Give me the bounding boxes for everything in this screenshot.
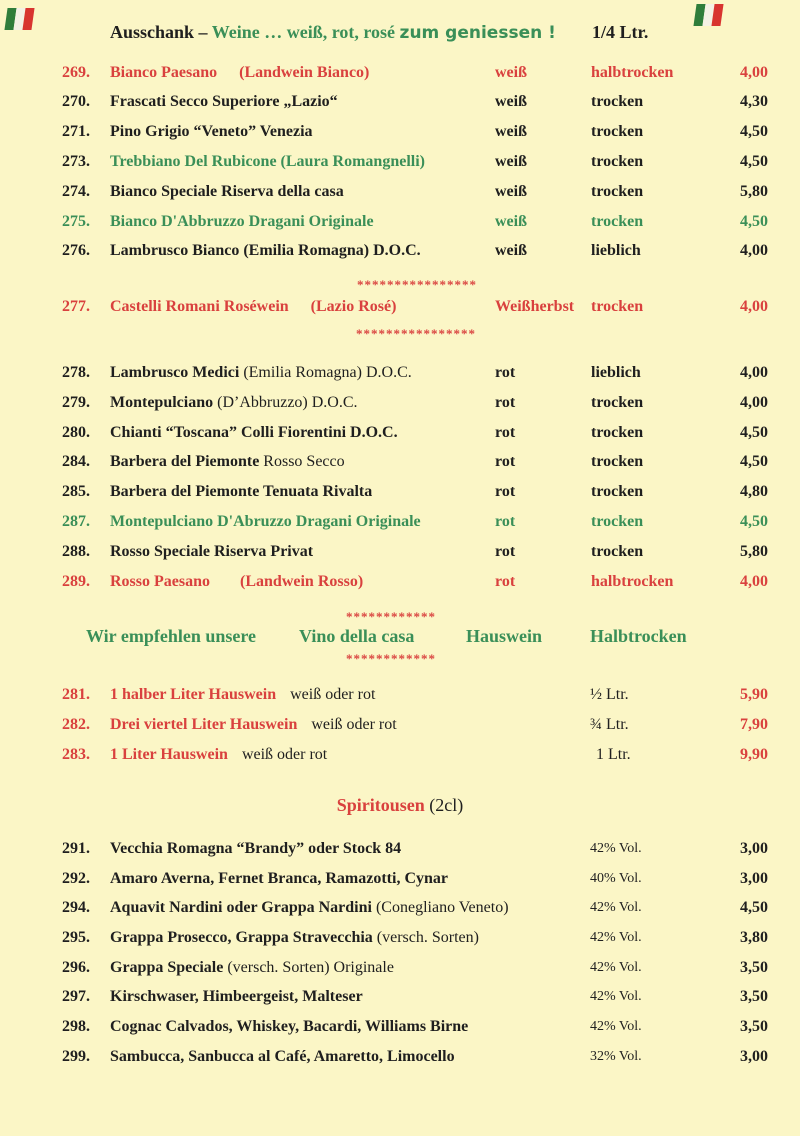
wine-color: rot <box>495 483 516 500</box>
item-price: 3,80 <box>740 929 768 946</box>
item-name: Frascati Secco Superiore „Lazio“ <box>110 93 338 110</box>
spirit-row <box>0 953 800 983</box>
item-price: 4,00 <box>740 242 768 259</box>
item-number: 270. <box>62 93 90 110</box>
spirit-row <box>0 893 800 923</box>
item-number: 276. <box>62 242 90 259</box>
item-price: 5,90 <box>740 686 768 703</box>
wine-taste: lieblich <box>591 242 641 259</box>
item-name-text: Lambrusco Medici <box>110 364 240 381</box>
wine-color: rot <box>495 513 516 530</box>
wine-color: rot <box>495 424 516 441</box>
item-name: Montepulciano D'Abruzzo Dragani Originale <box>110 513 421 530</box>
wine-color: weiß <box>495 123 527 140</box>
wine-taste: trocken <box>591 213 644 230</box>
item-price: 7,90 <box>740 716 768 733</box>
wine-row <box>0 117 800 147</box>
item-extra: (Landwein Rosso) <box>240 573 364 590</box>
wine-row <box>0 58 800 88</box>
item-number: 297. <box>62 988 90 1005</box>
star-divider: ************ <box>346 609 436 624</box>
spirit-row <box>0 1012 800 1042</box>
item-name: Chianti “Toscana” Colli Fiorentini D.O.C. <box>110 424 398 441</box>
spirit-row <box>0 1042 800 1072</box>
wine-color: weiß <box>495 213 527 230</box>
item-price: 3,00 <box>740 1048 768 1065</box>
item-volume: 42% Vol. <box>590 989 642 1004</box>
wine-taste: trocken <box>591 394 644 411</box>
item-price: 5,80 <box>740 543 768 560</box>
menu-header <box>0 22 800 50</box>
house-wine-row <box>0 740 800 770</box>
item-name <box>110 893 509 923</box>
item-name: Kirschwaser, Himbeergeist, Malteser <box>110 988 363 1005</box>
wine-taste: trocken <box>591 153 644 170</box>
item-volume: 42% Vol. <box>590 841 642 856</box>
wine-row <box>0 292 800 322</box>
spirit-row <box>0 864 800 894</box>
item-number: 278. <box>62 364 90 381</box>
item-name-text: Aquavit Nardini oder Grappa Nardini <box>110 899 372 916</box>
item-name <box>110 292 396 322</box>
item-number: 299. <box>62 1048 90 1065</box>
wine-row <box>0 418 800 448</box>
item-name <box>110 710 397 740</box>
item-name-text: Rosso Paesano <box>110 573 211 590</box>
item-number: 284. <box>62 453 90 470</box>
item-extra: (versch. Sorten) Originale <box>223 959 394 976</box>
item-volume: 40% Vol. <box>590 871 642 886</box>
wine-row <box>0 447 800 477</box>
item-name: Cognac Calvados, Whiskey, Bacardi, Williams Birne <box>110 1018 469 1035</box>
item-number: 283. <box>62 746 90 763</box>
item-volume: 1 Ltr. <box>596 746 631 763</box>
item-price: 3,50 <box>740 959 768 976</box>
recommend-text: Wir empfehlen unsere <box>86 626 256 646</box>
item-price: 4,50 <box>740 453 768 470</box>
item-price: 3,50 <box>740 1018 768 1035</box>
item-number: 292. <box>62 870 90 887</box>
item-number: 296. <box>62 959 90 976</box>
item-number: 271. <box>62 123 90 140</box>
wine-taste: trocken <box>591 513 644 530</box>
item-extra: (Lazio Rosé) <box>310 298 397 315</box>
wine-taste: trocken <box>591 424 644 441</box>
wine-taste: trocken <box>591 123 644 140</box>
item-name-text: Drei viertel Liter Hauswein <box>110 716 298 733</box>
recommend-halbtrocken: Halbtrocken <box>590 626 687 646</box>
item-volume: 42% Vol. <box>590 960 642 975</box>
item-name: Pino Grigio “Veneto” Venezia <box>110 123 313 140</box>
house-wine-recommendation <box>0 626 800 654</box>
item-name-text: Bianco Paesano <box>110 64 218 81</box>
wine-color: weiß <box>495 64 527 81</box>
item-volume: 42% Vol. <box>590 900 642 915</box>
item-extra: (Landwein Bianco) <box>239 64 370 81</box>
title-prefix: Ausschank – <box>110 22 212 42</box>
wine-taste: halbtrocken <box>591 573 674 590</box>
item-price: 4,50 <box>740 899 768 916</box>
spirit-row <box>0 982 800 1012</box>
item-volume: 32% Vol. <box>590 1049 642 1064</box>
item-number: 291. <box>62 840 90 857</box>
item-desc: weiß oder rot <box>311 716 397 733</box>
wine-color: Weißherbst <box>495 298 575 315</box>
spirit-row <box>0 834 800 864</box>
item-number: 281. <box>62 686 90 703</box>
wine-row <box>0 87 800 117</box>
item-volume: ¾ Ltr. <box>590 716 629 733</box>
item-volume: 42% Vol. <box>590 930 642 945</box>
item-number: 280. <box>62 424 90 441</box>
item-price: 4,50 <box>740 123 768 140</box>
house-wine-row <box>0 710 800 740</box>
wine-taste: trocken <box>591 298 644 315</box>
wine-row <box>0 507 800 537</box>
item-name <box>110 923 479 953</box>
item-number: 273. <box>62 153 90 170</box>
item-extra: (versch. Sorten) <box>372 929 479 946</box>
item-volume: 42% Vol. <box>590 1019 642 1034</box>
header-unit: 1/4 Ltr. <box>592 22 649 42</box>
item-name <box>110 447 345 477</box>
item-number: 298. <box>62 1018 90 1035</box>
item-price: 4,50 <box>740 513 768 530</box>
item-number: 295. <box>62 929 90 946</box>
wine-color: rot <box>495 394 516 411</box>
item-extra: (D’Abbruzzo) D.O.C. <box>213 394 358 411</box>
title-suffix: zum geniessen ! <box>399 23 556 43</box>
item-price: 9,90 <box>740 746 768 763</box>
item-extra: (Emilia Romagna) D.O.C. <box>239 364 412 381</box>
item-name: Barbera del Piemonte Tenuata Rivalta <box>110 483 373 500</box>
recommend-hauswein: Hauswein <box>466 626 543 646</box>
wine-row <box>0 537 800 567</box>
item-name: Amaro Averna, Fernet Branca, Ramazotti, Cynar <box>110 870 448 887</box>
wine-taste: trocken <box>591 183 644 200</box>
item-desc: weiß oder rot <box>290 686 376 703</box>
item-name: Vecchia Romagna “Brandy” oder Stock 84 <box>110 840 402 857</box>
spirits-unit: (2cl) <box>424 795 464 815</box>
item-number: 269. <box>62 64 90 81</box>
wine-taste: trocken <box>591 543 644 560</box>
wine-row <box>0 388 800 418</box>
wine-row <box>0 207 800 237</box>
item-name: Sambucca, Sanbucca al Café, Amaretto, Limocello <box>110 1048 455 1065</box>
item-number: 282. <box>62 716 90 733</box>
item-name: Trebbiano Del Rubicone (Laura Romangnelli) <box>110 153 425 170</box>
wine-row <box>0 477 800 507</box>
wine-taste: halbtrocken <box>591 64 674 81</box>
wine-color: rot <box>495 364 516 381</box>
wine-row <box>0 177 800 207</box>
item-number: 285. <box>62 483 90 500</box>
star-divider: **************** <box>357 277 477 292</box>
house-wine-row <box>0 680 800 710</box>
star-divider: **************** <box>356 326 476 341</box>
item-number: 274. <box>62 183 90 200</box>
page-title <box>110 22 556 43</box>
wine-color: rot <box>495 453 516 470</box>
section-title-spirits <box>0 795 800 816</box>
item-name <box>110 953 394 983</box>
wine-color: weiß <box>495 183 527 200</box>
item-name-text: Barbera del Piemonte <box>110 453 260 470</box>
recommend-vino: Vino della casa <box>299 626 415 646</box>
item-name-text: Castelli Romani Roséwein <box>110 298 289 315</box>
item-number: 275. <box>62 213 90 230</box>
star-divider: ************ <box>346 651 436 666</box>
item-volume: ½ Ltr. <box>590 686 629 703</box>
item-name-text: Grappa Speciale <box>110 959 224 976</box>
item-name: Lambrusco Bianco (Emilia Romagna) D.O.C. <box>110 242 421 259</box>
wine-color: rot <box>495 573 516 590</box>
item-name-text: 1 Liter Hauswein <box>110 746 228 763</box>
wine-row <box>0 358 800 388</box>
item-name <box>110 740 327 770</box>
wine-taste: trocken <box>591 483 644 500</box>
wine-color: weiß <box>495 93 527 110</box>
wine-color: rot <box>495 543 516 560</box>
item-price: 4,30 <box>740 93 768 110</box>
wine-taste: lieblich <box>591 364 641 381</box>
item-price: 4,00 <box>740 298 768 315</box>
item-price: 3,00 <box>740 870 768 887</box>
item-name <box>110 58 369 88</box>
item-price: 3,00 <box>740 840 768 857</box>
item-number: 289. <box>62 573 90 590</box>
item-name <box>110 388 358 418</box>
wine-row <box>0 147 800 177</box>
item-name <box>110 567 363 597</box>
item-name: Bianco Speciale Riserva della casa <box>110 183 344 200</box>
item-price: 4,00 <box>740 364 768 381</box>
item-price: 4,00 <box>740 394 768 411</box>
item-name <box>110 358 412 388</box>
item-number: 287. <box>62 513 90 530</box>
item-desc: weiß oder rot <box>241 746 328 763</box>
item-name-text: 1 halber Liter Hauswein <box>110 686 277 703</box>
wine-taste: trocken <box>591 453 644 470</box>
wine-row <box>0 236 800 266</box>
item-price: 3,50 <box>740 988 768 1005</box>
item-price: 4,50 <box>740 424 768 441</box>
item-price: 5,80 <box>740 183 768 200</box>
wine-color: weiß <box>495 153 527 170</box>
item-name <box>110 680 375 710</box>
item-number: 277. <box>62 298 90 315</box>
item-name-text: Montepulciano <box>110 394 214 411</box>
item-name: Rosso Speciale Riserva Privat <box>110 543 314 560</box>
item-number: 279. <box>62 394 90 411</box>
item-price: 4,00 <box>740 64 768 81</box>
item-number: 294. <box>62 899 90 916</box>
spirit-row <box>0 923 800 953</box>
wine-taste: trocken <box>591 93 644 110</box>
item-extra: Rosso Secco <box>259 453 345 470</box>
item-price: 4,00 <box>740 573 768 590</box>
item-name: Bianco D'Abbruzzo Dragani Originale <box>110 213 374 230</box>
wine-color: weiß <box>495 242 527 259</box>
title-wines: Weine … weiß, rot, rosé <box>211 22 400 42</box>
item-price: 4,80 <box>740 483 768 500</box>
item-extra: (Conegliano Veneto) <box>371 899 509 916</box>
item-price: 4,50 <box>740 213 768 230</box>
item-number: 288. <box>62 543 90 560</box>
spirits-title: Spiritousen <box>336 795 425 815</box>
item-name-text: Grappa Prosecco, Grappa Stravecchia <box>110 929 373 946</box>
wine-row <box>0 567 800 597</box>
item-price: 4,50 <box>740 153 768 170</box>
